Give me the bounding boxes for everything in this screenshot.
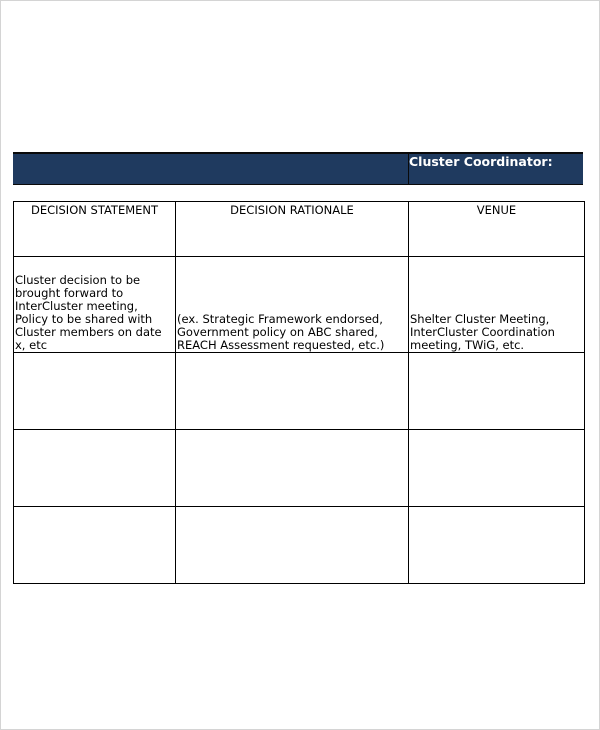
table-cell — [409, 353, 585, 430]
cluster-coordinator-label: Cluster Coordinator: — [409, 154, 553, 169]
table-cell — [409, 507, 585, 584]
decision-table — [13, 201, 585, 584]
table-cell — [14, 430, 176, 507]
table-cell — [14, 353, 176, 430]
table-cell: (ex. Strategic Framework endorsed, Government policy on ABC shared, REACH Assessment requested, etc.) — [176, 257, 409, 353]
table-cell — [176, 353, 409, 430]
table-cell: Shelter Cluster Meeting, InterCluster Coordination meeting, TWiG, etc. — [409, 257, 585, 353]
table-row — [14, 507, 585, 584]
header-band — [13, 152, 583, 185]
table-cell — [176, 430, 409, 507]
table-row — [14, 257, 585, 353]
table-cell — [176, 507, 409, 584]
column-header-venue: VENUE — [409, 202, 585, 257]
table-header-row — [14, 202, 585, 257]
table-cell: Cluster decision to be brought forward to InterCluster meeting, Policy to be shared with Cluster members on date x, etc — [14, 257, 176, 353]
column-header-decision-rationale: DECISION RATIONALE — [176, 202, 409, 257]
table-row — [14, 353, 585, 430]
table-row — [14, 430, 585, 507]
table-cell — [14, 507, 176, 584]
column-header-decision-statement: DECISION STATEMENT — [14, 202, 176, 257]
table-cell — [409, 430, 585, 507]
